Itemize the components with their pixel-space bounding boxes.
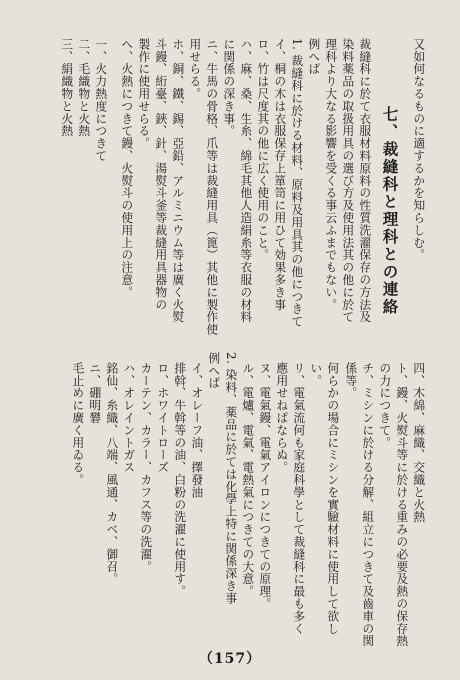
upper-line-11: に関係の深き事。 (221, 38, 236, 138)
lower-line-18: ハ、オレイントガス (121, 362, 136, 474)
lower-line-3: の力につきて。 (377, 362, 392, 449)
upper-line-13: 用せらる。 (187, 38, 202, 100)
lower-line-7: い。 (308, 362, 323, 387)
upper-line-5: 理科より大なる影響を受くる事云ふまでもない。 (323, 38, 338, 311)
lower-line-15: 排斡、牛斡等の油、白粉の洗濯に使用す。 (172, 362, 187, 598)
lower-line-14: イ、オレーフ油、擇發油 (189, 362, 204, 499)
upper-line-9: ロ、竹は尺度其の他に広く使用のこと。 (255, 38, 270, 262)
lower-line-17: カーテン、カラー、カフス等の洗濯。 (138, 362, 153, 573)
lower-line-11: ル、電爐、電氣、電熱氣につきての大意。 (240, 362, 255, 598)
upper-line-4: 染料薬品の取扱用具の選び方及使用法其の他に於て (340, 38, 355, 324)
upper-line-15: 斗鏝、絎臺、鋏、針、湯熨斗釜等裁縫用具器物の (153, 38, 168, 311)
lower-line-12: 2. 染料、薬品に於ては化學上特に関係深き事 (223, 352, 238, 605)
lower-line-2: ト、鏝、火熨斗等に於ける重みの必要及熱の保存熱 (394, 362, 409, 648)
lower-line-20: ニ、硼明礬 (87, 362, 102, 424)
lower-line-9: 應用せねばならぬ。 (274, 362, 289, 474)
lower-line-13: 例へば (206, 352, 221, 390)
lower-line-4: チ、ミシンに於ける分解、組立につきて及齒車の関 (360, 362, 375, 648)
upper-line-1: 又如何なるものに適するかを知らしむ。 (411, 38, 426, 262)
lower-line-16: ロ、ホワイトローズ (155, 362, 170, 474)
lower-line-19: 銘仙、糸織、八端、風通、カベ、御召。 (104, 362, 119, 586)
lower-line-6: 何らかの場合にミシンを實驗材料に使用して欲し (325, 362, 340, 635)
upper-line-16: 製作に使用せらる。 (136, 38, 151, 150)
upper-line-7: 1. 裁縫科に於ける材料、原料及用具其の他につきて (289, 38, 304, 328)
lower-line-10: ヌ、電氣鏝、電氣アイロンにつきての原理。 (257, 362, 272, 610)
upper-line-17: へ、火熱につきて鏝、火熨斗の使用上の注意。 (119, 38, 134, 299)
upper-line-10: ハ、麻、桑、生糸、綿毛其他人造絹糸等衣服の材料 (238, 38, 253, 324)
upper-line-12: ニ、牛馬の骨格、爪等は裁縫用具（篦）其他に製作使 (204, 38, 219, 336)
upper-line-3: 裁縫科に於て衣服材料原料の性質洗濯保存の方法及 (357, 38, 372, 324)
upper-line-8: イ、桐の木は衣服保存上箪笥に用ひて効果多き事 (272, 38, 287, 311)
upper-line-14: ホ、銅、鐵、錫、亞鉛、アルミニウム等は廣く火熨 (170, 38, 185, 324)
upper-line-20: 三、絹織物と火熱 (59, 38, 74, 138)
page-number: （157） (198, 651, 262, 667)
lower-line-5: 係等。 (343, 362, 358, 400)
section-heading: 七、裁縫科と理科との連絡 (380, 106, 400, 316)
upper-line-6: 例へば (306, 38, 321, 76)
upper-line-19: 二、毛織物と火熱 (76, 38, 91, 138)
lower-line-1: 四、木綿、麻織、交織と火熱 (411, 362, 426, 524)
lower-line-8: リ、電氣流何も家庭科學として裁縫科に最も多く (291, 362, 306, 635)
lower-line-21: 毛止めに廣く用ゐる。 (70, 362, 85, 486)
upper-line-18: 一、火力熱度につきて (93, 38, 108, 162)
